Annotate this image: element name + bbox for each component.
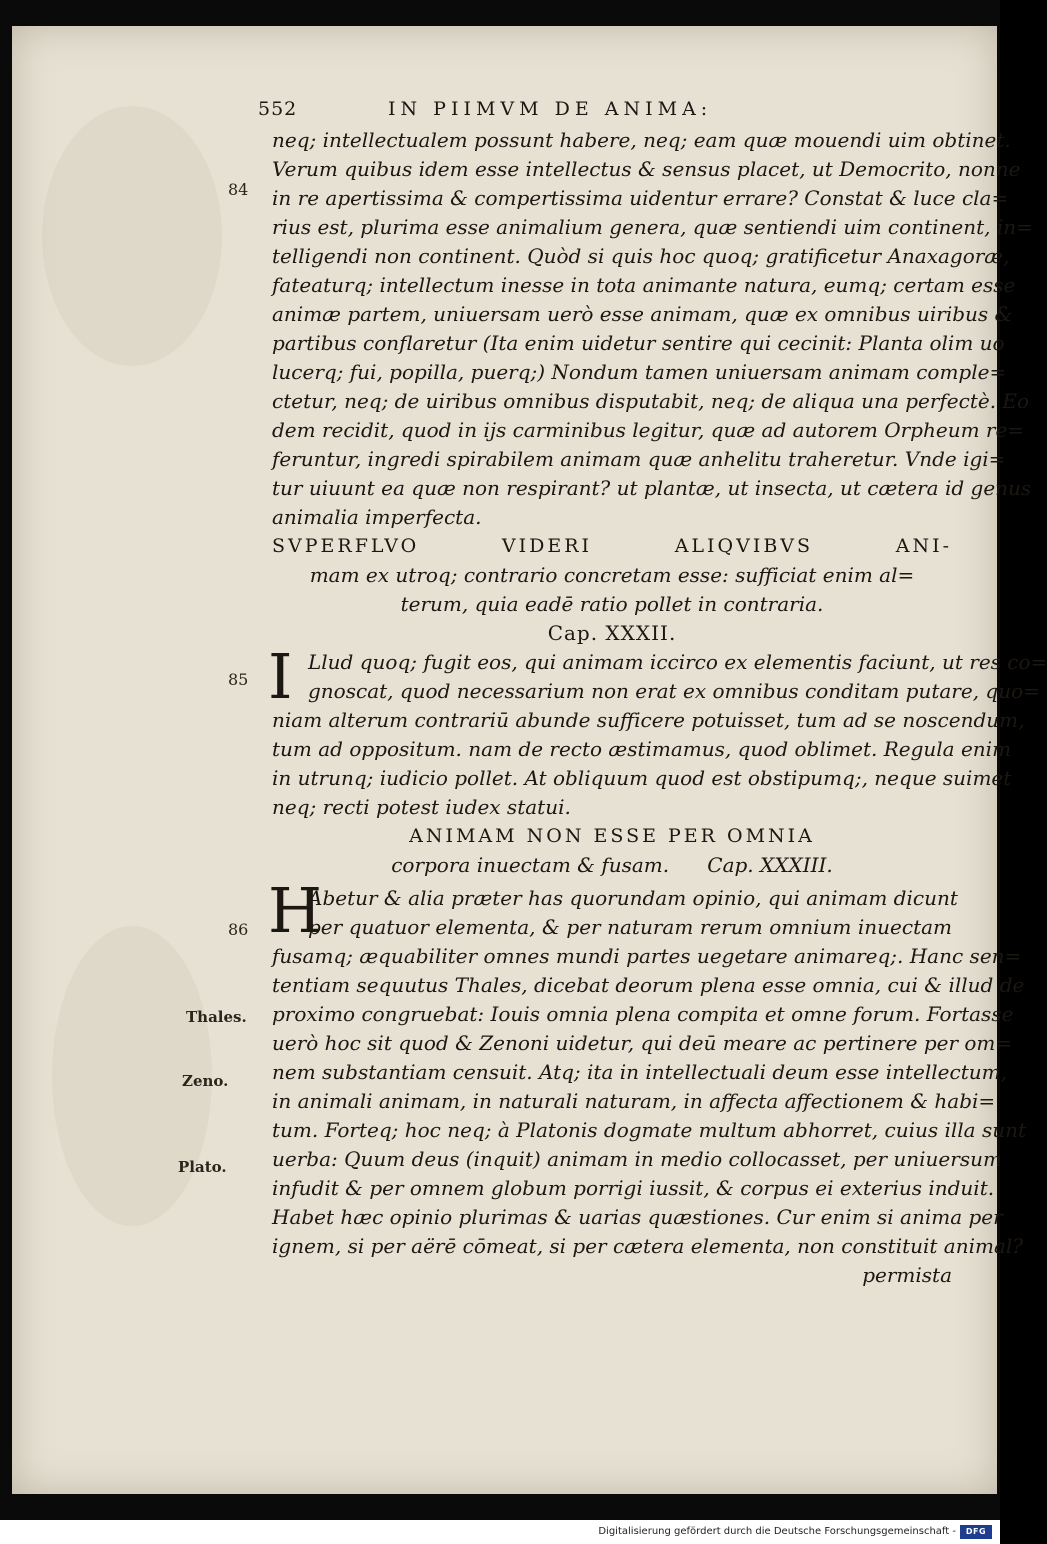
chapter-heading: ANIMAM NON ESSE PER OMNIA xyxy=(409,825,815,847)
text-line: feruntur, ingredi spirabilem animam quæ anhelitu traheretur. Vnde igi= xyxy=(272,447,1006,471)
margin-name-plato: Plato. xyxy=(178,1158,227,1176)
paper-stain xyxy=(42,106,222,366)
main-text-block xyxy=(268,126,1047,1290)
text-line: proximo congruebat: Iouis omnia plena compita et omne forum. Fortasse xyxy=(272,1002,1014,1026)
text-line: tur uiuunt ea quæ non respirant? ut plantæ, ut insecta, ut cætera id genus xyxy=(272,476,1032,500)
text-line: ignem, si per aërē cōmeat, si per cætera elementa, non constituit animal? xyxy=(272,1234,1024,1258)
text-line: niam alterum contrariū abunde sufficere potuisset, tum ad se noscendum, xyxy=(272,708,1025,732)
text-line: in re apertissima & compertissima uidentur errare? Constat & luce cla= xyxy=(272,186,1009,210)
text-line: in animali animam, in naturali naturam, in affecta affectionem & habi= xyxy=(272,1089,996,1113)
margin-number-86: 86 xyxy=(228,920,249,939)
chapter-heading: SVPERFLVO VIDERI ALIQVIBVS ANI- xyxy=(272,535,952,557)
dfg-logo: DFG xyxy=(960,1525,992,1539)
text-line: uerò hoc sit quod & Zenoni uidetur, qui deū meare ac pertinere per om= xyxy=(272,1031,1013,1055)
text-line: neq; recti potest iudex statui. xyxy=(272,795,571,819)
text-line: tentiam sequutus Thales, dicebat deorum plena esse omnia, cui & illud de xyxy=(272,973,1025,997)
running-header xyxy=(258,98,848,120)
text-line: fateaturq; intellectum inesse in tota animante natura, eumq; certam esse xyxy=(272,273,1016,297)
text-line: tum ad oppositum. nam de recto æstimamus, quod oblimet. Regula enim xyxy=(272,737,1012,761)
text-line: rius est, plurima esse animalium genera, quæ sentiendi uim continent, in= xyxy=(272,215,1033,239)
margin-number-84: 84 xyxy=(228,180,249,199)
text-line: uerba: Quum deus (inquit) animam in medio collocasset, per uniuersum xyxy=(272,1147,1002,1171)
chapter-heading-line: mam ex utroq; contrario concretam esse: sufficiat enim al= xyxy=(309,563,915,587)
text-line: nem substantiam censuit. Atq; ita in intellectuali deum esse intellectum, xyxy=(272,1060,1007,1084)
text-line: animæ partem, uniuersam uerò esse animam, quæ ex omnibus uiribus & xyxy=(272,302,1013,326)
chapter-heading-line: corpora inuectam & fusam. Cap. XXXIII. xyxy=(391,853,833,877)
text-line: in utrunq; iudicio pollet. At obliquum quod est obstipumq;, neque suimet xyxy=(272,766,1012,790)
text-line: dem recidit, quod in ijs carminibus legitur, quæ ad autorem Orpheum re= xyxy=(272,418,1025,442)
text-line: per quatuor elementa, & per naturam rerum omnium inuectam xyxy=(308,915,952,939)
text-line: gnoscat, quod necessarium non erat ex omnibus conditam putare, quo= xyxy=(308,679,1040,703)
chapter-heading-line: terum, quia eadē ratio pollet in contraria. xyxy=(400,592,824,616)
drop-cap-initial: H xyxy=(268,874,323,947)
margin-name-thales: Thales. xyxy=(186,1008,247,1026)
drop-cap-initial: I xyxy=(268,640,293,713)
text-line: Verum quibus idem esse intellectus & sensus placet, ut Democrito, nonne xyxy=(272,157,1021,181)
text-line: ctetur, neq; de uiribus omnibus disputabit, neq; de aliqua una perfectè. Eo xyxy=(272,389,1030,413)
text-line: Llud quoq; fugit eos, qui animam iccirco ex elementis faciunt, ut res co= xyxy=(308,650,1047,674)
chapter-number: Cap. XXXII. xyxy=(547,621,677,645)
catchword: permista xyxy=(862,1263,952,1287)
footer-credit-bar xyxy=(0,1520,1000,1544)
text-line: tum. Forteq; hoc neq; à Platonis dogmate multum abhorret, cuius illa sunt xyxy=(272,1118,1027,1142)
text-line: partibus conflaretur (Ita enim uidetur sentire qui cecinit: Planta olim uo xyxy=(272,331,1005,355)
margin-number-85: 85 xyxy=(228,670,249,689)
running-title: IN PIIMVM DE ANIMA: xyxy=(388,98,713,120)
text-line: telligendi non continent. Quòd si quis hoc quoq; gratificetur Anaxagoræ, xyxy=(272,244,1010,268)
page-number: 552 xyxy=(258,98,298,120)
paragraph-85 xyxy=(268,640,1047,822)
text-line: lucerq; fui, popilla, puerq;) Nondum tamen uniuersam animam comple= xyxy=(272,360,1007,384)
text-line: Abetur & alia præter has quorundam opinio, qui animam dicunt xyxy=(308,886,958,910)
text-line: infudit & per omnem globum porrigi iussit, & corpus ei exterius induit. xyxy=(272,1176,995,1200)
text-line: neq; intellectualem possunt habere, neq; eam quæ mouendi uim obtinet. xyxy=(272,128,1011,152)
text-line: Habet hæc opinio plurimas & uarias quæstiones. Cur enim si anima per xyxy=(272,1205,1003,1229)
paragraph-86 xyxy=(268,874,1027,1290)
funding-credit: Digitalisierung gefördert durch die Deutsche Forschungsgemeinschaft - xyxy=(598,1526,956,1537)
text-line: fusamq; æquabiliter omnes mundi partes uegetare animareq;. Hanc sen= xyxy=(272,944,1022,968)
text-line: animalia imperfecta. xyxy=(272,505,482,529)
margin-name-zeno: Zeno. xyxy=(182,1072,229,1090)
